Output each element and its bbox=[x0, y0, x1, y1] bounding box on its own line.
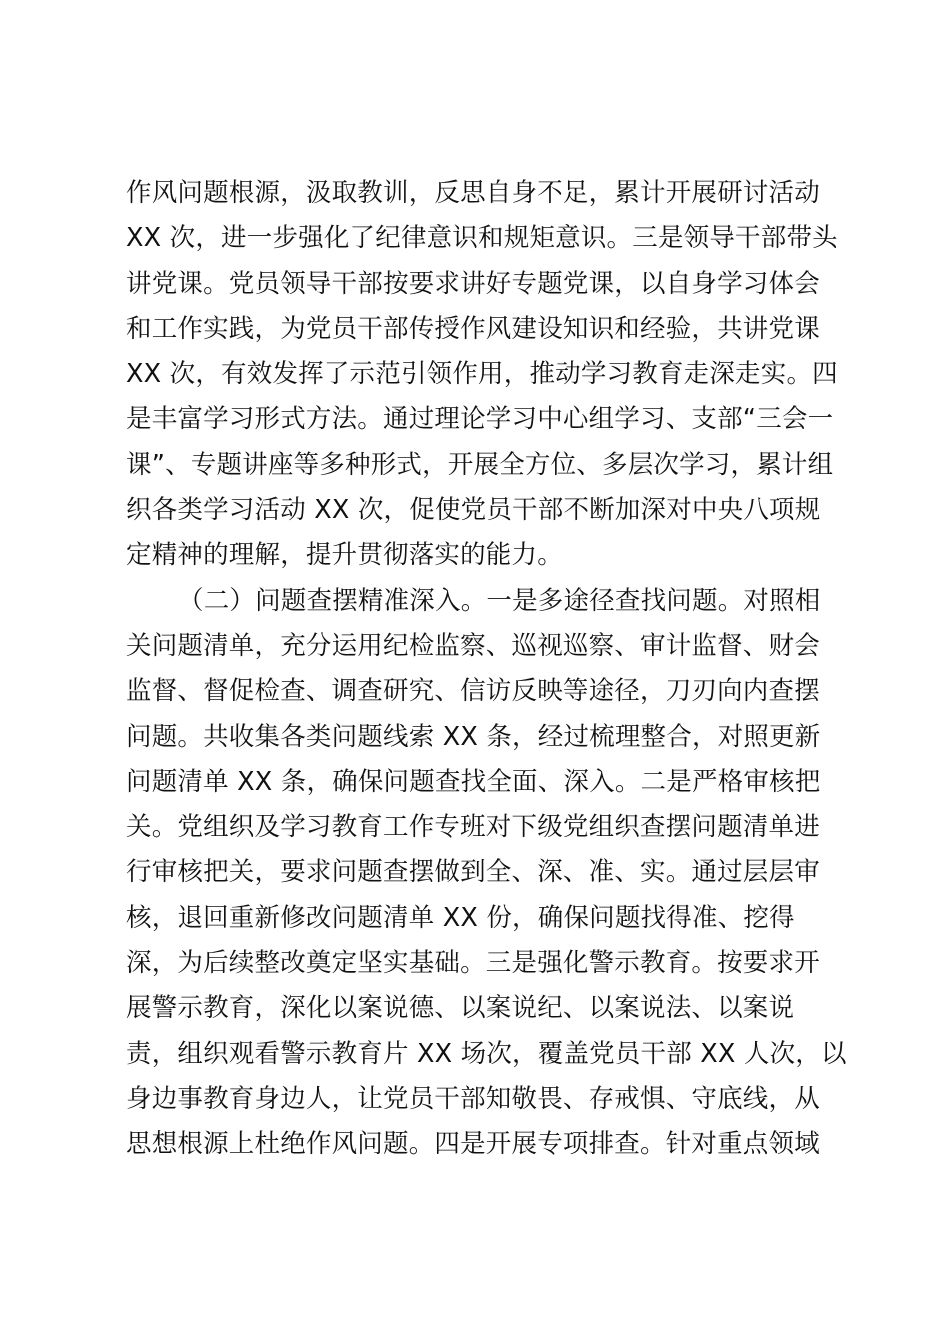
text-line: 课”、专题讲座等多种形式，开展全方位、多层次学习，累计组 bbox=[126, 449, 834, 480]
text-line: 关问题清单，充分运用纪检监察、巡视巡察、审计监督、财会 bbox=[126, 630, 820, 661]
text-line: 核，退回重新修改问题清单 XX 份，确保问题找得准、挖得 bbox=[126, 902, 795, 933]
text-line: 问题清单 XX 条，确保问题查找全面、深入。二是严格审核把 bbox=[126, 766, 821, 797]
section-heading-line: （二）问题查摆精准深入。一是多途径查找问题。对照相 bbox=[178, 585, 821, 616]
text-line: 讲党课。党员领导干部按要求讲好专题党课，以自身学习体会 bbox=[126, 268, 820, 299]
text-line: 作风问题根源，汲取教训，反思自身不足，累计开展研讨活动 bbox=[126, 178, 820, 208]
text-line: XX 次，有效发挥了示范引领作用，推动学习教育走深走实。四 bbox=[126, 359, 838, 390]
text-line: 和工作实践，为党员干部传授作风建设知识和经验，共讲党课 bbox=[126, 313, 820, 344]
text-line: 问题。共收集各类问题线索 XX 条，经过梳理整合，对照更新 bbox=[126, 721, 821, 752]
text-line: 行审核把关，要求问题查摆做到全、深、准、实。通过层层审 bbox=[126, 857, 820, 888]
text-line: XX 次，进一步强化了纪律意识和规矩意识。三是领导干部带头 bbox=[126, 223, 838, 254]
body-text bbox=[126, 171, 846, 1168]
text-line: 深，为后续整改奠定坚实基础。三是强化警示教育。按要求开 bbox=[126, 948, 820, 979]
text-line: 身边事教育身边人，让党员干部知敬畏、存戒惧、守底线，从 bbox=[126, 1083, 820, 1114]
text-line: 监督、督促检查、调查研究、信访反映等途径，刀刃向内查摆 bbox=[126, 676, 820, 707]
text-line: 织各类学习活动 XX 次，促使党员干部不断加深对中央八项规 bbox=[126, 495, 821, 526]
text-line: 关。党组织及学习教育工作专班对下级党组织查摆问题清单进 bbox=[126, 812, 820, 843]
text-line: 展警示教育，深化以案说德、以案说纪、以案说法、以案说 bbox=[126, 993, 795, 1024]
text-line: 定精神的理解，提升贯彻落实的能力。 bbox=[126, 540, 563, 571]
text-line: 责，组织观看警示教育片 XX 场次，覆盖党员干部 XX 人次，以 bbox=[126, 1038, 847, 1069]
text-line: 思想根源上杜绝作风问题。四是开展专项排查。针对重点领域 bbox=[126, 1129, 820, 1160]
text-line: 是丰富学习形式方法。通过理论学习中心组学习、支部“三会一 bbox=[126, 404, 834, 435]
